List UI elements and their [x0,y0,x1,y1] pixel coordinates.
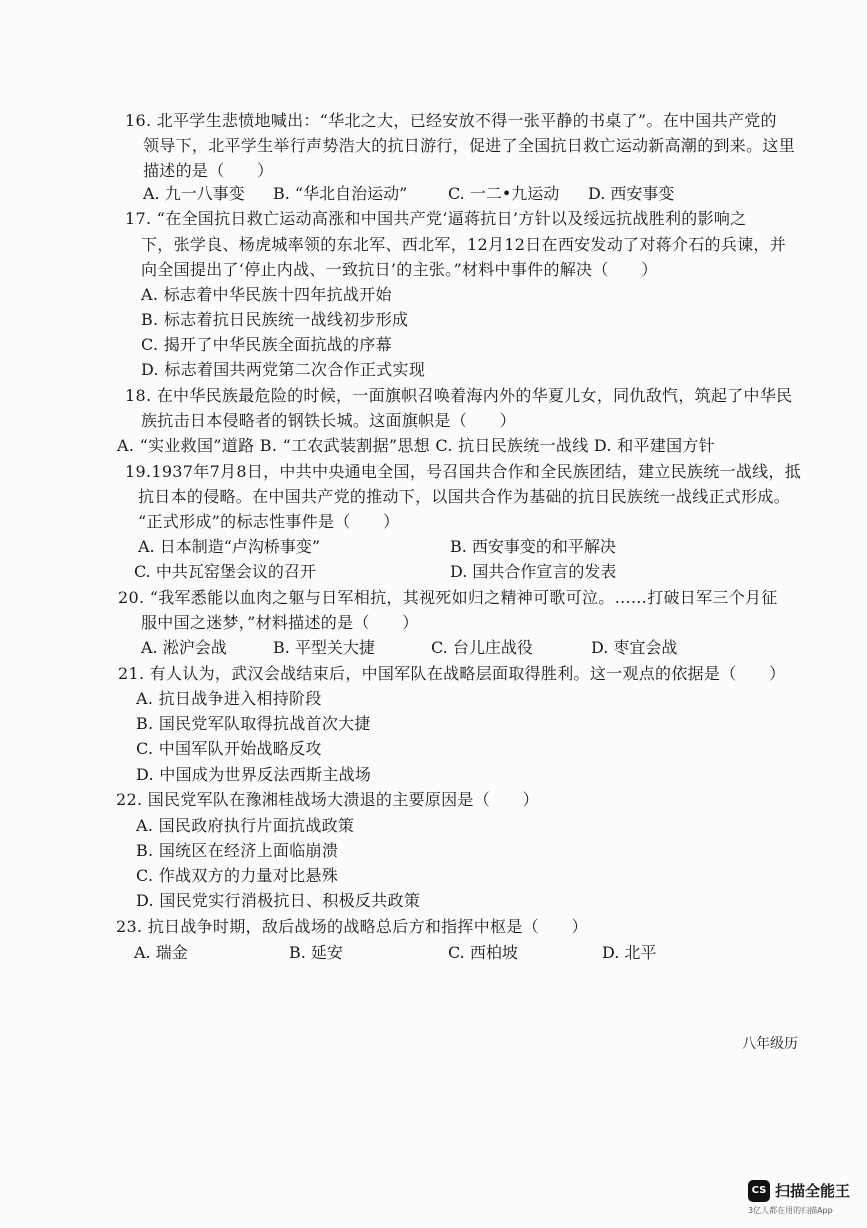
option-b: B. 西安事变的和平解决 [450,537,616,556]
option-a: A. 淞沪会战 [141,638,227,657]
question-21-option-a: A. 抗日战争进入相持阶段 [136,689,322,708]
option-c: C. 台儿庄战役 [431,638,533,657]
question-18-line-1: 18. 在中华民族最危险的时候，一面旗帜召唤着海内外的华夏儿女，同仇敌忾，筑起了中华民 [125,386,793,405]
question-21-option-d: D. 中国成为世界反法西斯主战场 [136,765,372,784]
question-17-option-c: C. 揭开了中华民族全面抗战的序幕 [141,335,392,354]
question-20-options [141,636,741,660]
question-18-options: A. “实业救国”道路 B. “工农武装割据”思想 C. 抗日民族统一战线 D. 和平建国方针 [117,436,716,455]
question-21-option-b: B. 国民党军队取得抗战首次大捷 [136,714,371,733]
option-b: B. 平型关大捷 [273,638,375,657]
option-d: D. 西安事变 [588,184,675,203]
question-22-option-d: D. 国民党实行消极抗日、积极反共政策 [136,891,421,910]
question-20-line-1: 20. “我军悉能以血肉之躯与日军相抗，其视死如归之精神可歌可泣。……打破日军三个月征 [118,588,778,607]
question-22-option-c: C. 作战双方的力量对比悬殊 [136,866,339,885]
question-22-line-1: 22. 国民党军队在豫湘桂战场大溃退的主要原因是（ ） [116,790,539,809]
question-22-option-a: A. 国民政府执行片面抗战政策 [136,816,355,835]
scanner-watermark [748,1178,858,1224]
question-19-options-row-2 [134,560,734,584]
option-b: B. “华北自治运动” [273,184,408,203]
option-d: D. 国共合作宣言的发表 [450,562,617,581]
question-18-line-2: 族抗击日本侵略者的钢铁长城。这面旗帜是（ ） [141,411,516,430]
question-16-line-2: 领导下，北平学生举行声势浩大的抗日游行，促进了全国抗日救亡运动新高潮的到来。这里 [143,136,796,155]
question-16-options [143,182,743,206]
question-17-line-2: 下，张学良、杨虎城率领的东北军、西北军，12月12日在西安发动了对蒋介石的兵谏，并 [141,235,787,254]
option-d: D. 北平 [602,943,657,962]
question-23-line-1: 23. 抗日战争时期，敌后战场的战略总后方和指挥中枢是（ ） [116,917,588,936]
option-a: A. 日本制造“卢沟桥事变” [138,537,321,556]
watermark-name: 扫描全能王 [775,1182,851,1200]
question-17-line-3: 向全国提出了‘停止内战、一致抗日’的主张。”材料中事件的解决（ ） [141,260,658,279]
option-c: C. 中共瓦窑堡会议的召开 [134,562,316,581]
question-19-options-row-1 [138,535,738,559]
question-16-line-1: 16. 北平学生悲愤地喊出：“华北之大，已经安放不得一张平静的书桌了”。在中国共产党的 [125,111,777,130]
option-c: C. 西柏坡 [448,943,518,962]
question-20-line-2: 服中国之迷梦，”材料描述的是（ ） [141,613,419,632]
question-21-line-1: 21. 有人认为，武汉会战结束后，中国军队在战略层面取得胜利。这一观点的依据是（ ） [118,664,786,683]
option-c: C. 一二•九运动 [448,184,560,203]
question-17-option-b: B. 标志着抗日民族统一战线初步形成 [141,310,409,329]
question-22-option-b: B. 国统区在经济上面临崩溃 [136,841,339,860]
option-b: B. 延安 [289,943,343,962]
question-17-line-1: 17. “在全国抗日救亡运动高涨和中国共产党‘逼蒋抗日’方针以及绥远抗战胜利的影响之 [125,209,747,228]
watermark-tagline: 3亿人都在用的扫描App [748,1206,833,1215]
option-a: A. 瑞金 [134,943,188,962]
option-d: D. 枣宜会战 [591,638,678,657]
question-17-option-d: D. 标志着国共两党第二次合作正式实现 [141,360,426,379]
question-23-options [134,941,734,965]
camscanner-logo-icon: CS [748,1180,770,1202]
grade-label: 八年级历 [742,1036,798,1052]
question-16-line-3: 描述的是（ ） [143,161,274,180]
question-17-option-a: A. 标志着中华民族十四年抗战开始 [141,285,392,304]
question-21-option-c: C. 中国军队开始战略反攻 [136,739,322,758]
question-19-line-3: “正式形成”的标志性事件是（ ） [138,512,400,531]
option-a: A. 九一八事变 [143,184,245,203]
question-19-line-1: 19.1937年7月8日，中共中央通电全国，号召国共合作和全民族团结，建立民族统一战线，抵 [125,462,802,481]
question-19-line-2: 抗日本的侵略。在中国共产党的推动下，以国共合作为基础的抗日民族统一战线正式形成。 [138,487,791,506]
